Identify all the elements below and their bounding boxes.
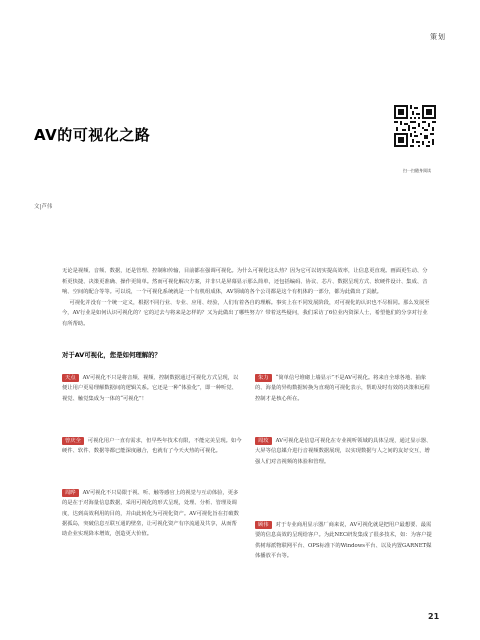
answer-card — [255, 520, 435, 561]
author-byline: 文|芦伟 — [34, 204, 53, 210]
intro-paragraph: 无论是视频、音频、数据，还是管理、控制和传输，目前都在强调可视化。为什么可视化这么热？因为它可以切实提高效率，让信息更直观。画面更生动、分析更快捷、决策更准确、操作更简单。然而可视化解决方案，并非只是屏幕显示那么简单，还包括编码、协议、芯片、数据呈现方式、软硬件设计、集成、音响、空间的配合等等。可以说，一个可视化系统就是一个有机组成体，AV领域的各个公司都是这个有机体的一部分，都为此做出了贡献。 — [62, 268, 428, 295]
answer-text: AV可视化是信息可视化在专业视听领域的具体呈现，通过显示器、大屏等信息媒介进行音视频数据展现，以实现数据与人之间的友好交互，增强人们对音视频的体验和管理。 — [255, 438, 432, 465]
section-label: 策划 — [430, 33, 446, 41]
speaker-tag: 天点 — [62, 374, 79, 382]
answer-card — [255, 436, 435, 467]
page-number: 21 — [428, 612, 440, 621]
answer-card — [255, 373, 435, 404]
qr-code[interactable] — [394, 100, 436, 152]
answer-text: AV可视化不只是将音频、视频、控制数据通过可视化方式呈现，以便让用户更易理解数据间的逻辑关系。它还是一种“体验化”，即一种听觉、视觉、触觉集成为一体的“可视化”！ — [62, 375, 239, 402]
speaker-tag: 周玫 — [255, 437, 272, 445]
answer-card — [62, 436, 242, 457]
speaker-tag: 曾庆全 — [62, 437, 84, 445]
answer-text: 可视化用户一直有需求，但早些年技术有限，不能完美呈现。如今硬件、软件、数据等都已能深度融合，也就有了今天火热的可视化。 — [62, 438, 242, 455]
speaker-tag: 顾伟 — [255, 521, 272, 529]
answer-text: AV可视化不只局限于视、听、触等感官上的视觉与互动体验，更多的是在于对海量信息数据，采用可视化的形式呈现，处理、分析、管理及调度，达到高效利用的目的，并由此转化为可视化资产。AV可视化旨在打破数据孤岛，突破信息互联互通的壁垒，让可视化资产有序流通及共享，从而帮助企业实现降本增效，创造更大价值。 — [62, 490, 239, 538]
answer-text: “简单信号堆砌上墙显示”不是AV可视化。将来自全球各地、抽象的、海量的异构数据转换为直观的可视化表示，帮助及时有效的决策和远程控制才是核心所在。 — [255, 375, 430, 402]
answer-card — [62, 488, 242, 539]
answer-text: 对于专业商用显示器厂商来说，AV可视化就是把用户最想要、最需要的信息高效的呈现给客户。为此NEC研发集成了很多技术，如：为客户提供树莓派物联网平台、OPS标准下的Windows平台、以及内置GARNET媒体播放平台等。 — [255, 522, 432, 559]
intro-text — [62, 266, 432, 329]
speaker-tag: 朱力 — [255, 374, 272, 382]
question-heading: 对于AV可视化，您是如何理解的？ — [62, 351, 161, 359]
intro-paragraph: 可视化并没有一个统一定义，根据不同行业、专业、应用、经验，人们有着各自的理解。事实上在不同发展阶段，对可视化的认识也不尽相同。那么发展至今，AV行业是如何认识可视化的？它的过去与将来是怎样的？又为此做出了哪些努力？带着这些疑问，我们采访了6位业内资深人士，希望他们的分享对行业有所帮助。 — [62, 299, 430, 327]
speaker-tag: 周晔 — [62, 489, 79, 497]
qr-caption: 扫一扫随身阅读 — [403, 168, 431, 173]
answer-card — [62, 373, 242, 404]
page-title: AV的可视化之路 — [34, 126, 151, 144]
